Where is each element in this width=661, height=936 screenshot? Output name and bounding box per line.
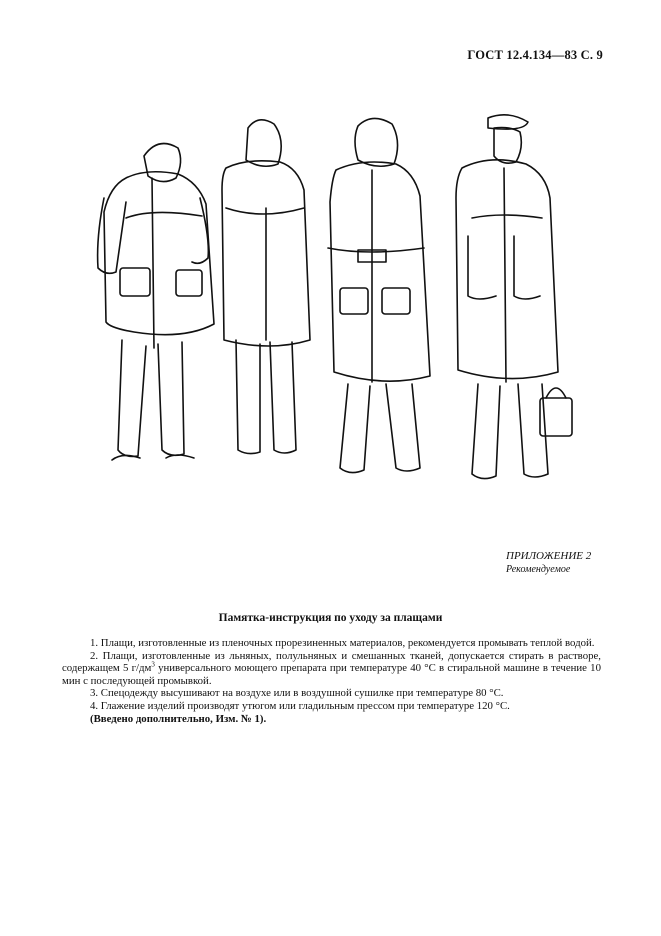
paragraph-3: 3. Спецодежду высушивают на воздухе или в воздушной сушилке при температуре 80 °С. bbox=[90, 687, 504, 700]
page-header-code: ГОСТ 12.4.134—83 С. 9 bbox=[467, 48, 603, 62]
appendix-status: Рекомендуемое bbox=[506, 564, 571, 575]
paragraph-4: 4. Глажение изделий производят утюгом или гладильным прессом при температуре 120 °С. bbox=[90, 699, 510, 712]
appendix-label: ПРИЛОЖЕНИЕ 2 bbox=[506, 550, 592, 562]
document-title: Памятка-инструкция по уходу за плащами bbox=[218, 612, 443, 624]
figure-1-front-hooded bbox=[98, 144, 214, 461]
figure-2-back-view bbox=[222, 120, 310, 454]
amendment-note: (Введено дополнительно, Изм. № 1). bbox=[90, 712, 267, 725]
raincoat-figure bbox=[96, 108, 576, 498]
instruction-body bbox=[62, 637, 601, 725]
paragraph-1: 1. Плащи, изготовленные из пленочных прорезиненных материалов, рекомендуется промывать теплой водой. bbox=[90, 637, 595, 649]
paragraph-2: 2. Плащи, изготовленные из льняных, полульняных и смешанных тканей, допускается стирать в растворе, содержащем 5 $г/дм^3$ универсального моющего препарата при температуре 40 °С в стиральной машине в течение 10 мин с последующей промывкой. bbox=[62, 649, 601, 687]
figure-3-hooded-belted bbox=[328, 118, 430, 472]
figure-4-cap-bag bbox=[456, 115, 572, 479]
appendix-block bbox=[506, 550, 591, 576]
